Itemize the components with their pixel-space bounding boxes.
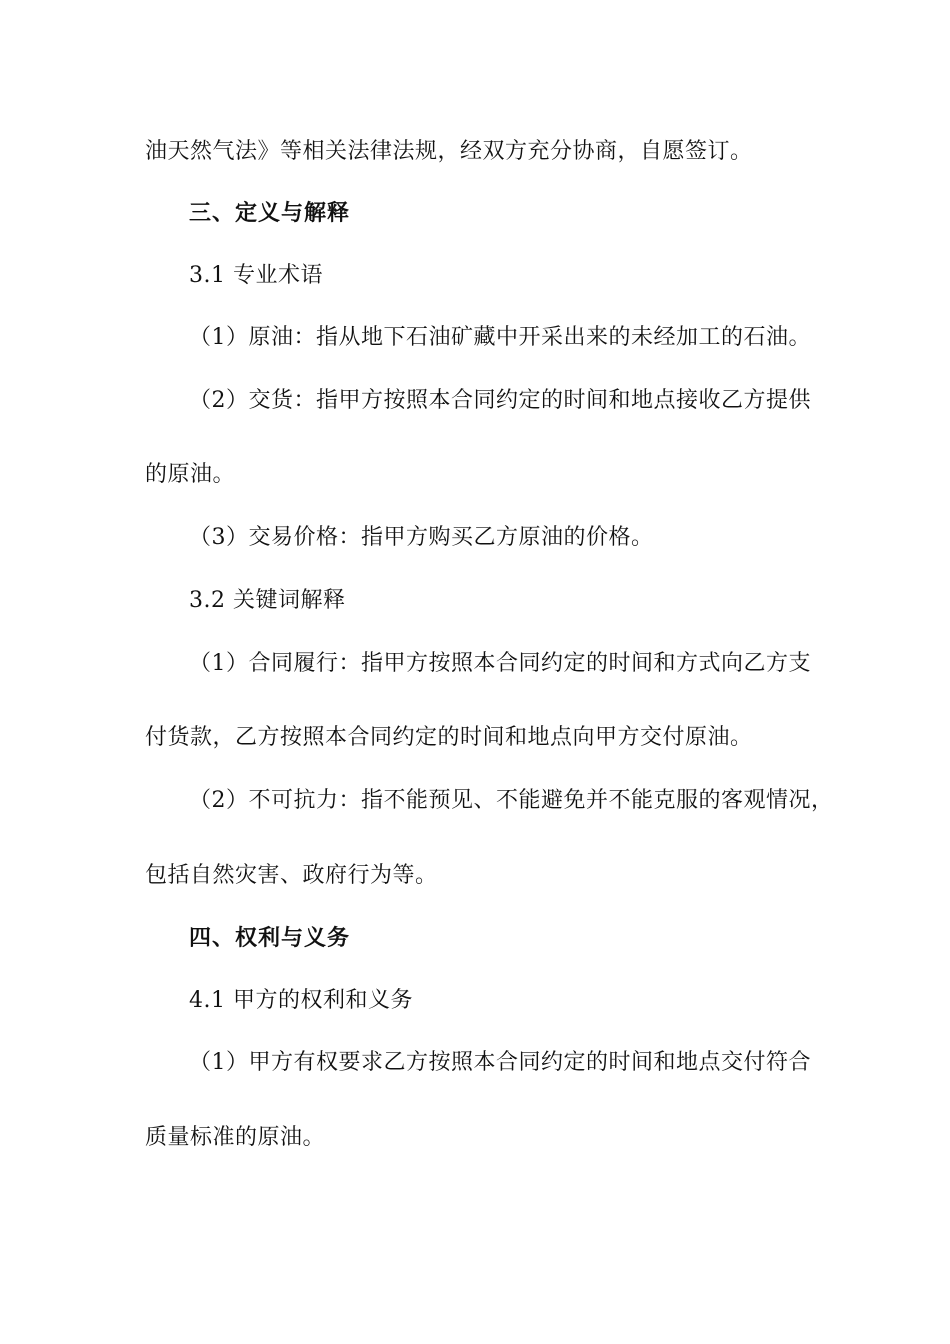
obligation-item-1: （1）甲方有权要求乙方按照本合同约定的时间和地点交付符合 xyxy=(189,1050,811,1075)
subsection-title-4-1: 4.1 甲方的权利和义务 xyxy=(189,988,413,1013)
definition-item-2: （2）交货：指甲方按照本合同约定的时间和地点接收乙方提供 xyxy=(189,388,811,413)
subsection-title-3-1: 3.1 专业术语 xyxy=(189,263,323,288)
section-heading-3: 三、定义与解释 xyxy=(189,200,351,226)
subsection-title-3-2: 3.2 关键词解释 xyxy=(189,588,346,613)
definition-item-1: （1）原油：指从地下石油矿藏中开采出来的未经加工的石油。 xyxy=(189,325,811,350)
keyword-item-2-continuation: 包括自然灾害、政府行为等。 xyxy=(145,863,438,888)
paragraph-continuation: 油天然气法》等相关法律法规，经双方充分协商，自愿签订。 xyxy=(145,139,753,164)
definition-item-3: （3）交易价格：指甲方购买乙方原油的价格。 xyxy=(189,525,654,550)
section-heading-4: 四、权利与义务 xyxy=(189,925,351,951)
definition-item-2-continuation: 的原油。 xyxy=(145,462,236,487)
keyword-item-2: （2）不可抗力：指不能预见、不能避免并不能克服的客观情况， xyxy=(189,788,834,813)
keyword-item-1: （1）合同履行：指甲方按照本合同约定的时间和方式向乙方支 xyxy=(189,651,811,676)
obligation-item-1-continuation: 质量标准的原油。 xyxy=(145,1125,326,1150)
keyword-item-1-continuation: 付货款，乙方按照本合同约定的时间和地点向甲方交付原油。 xyxy=(145,725,753,750)
